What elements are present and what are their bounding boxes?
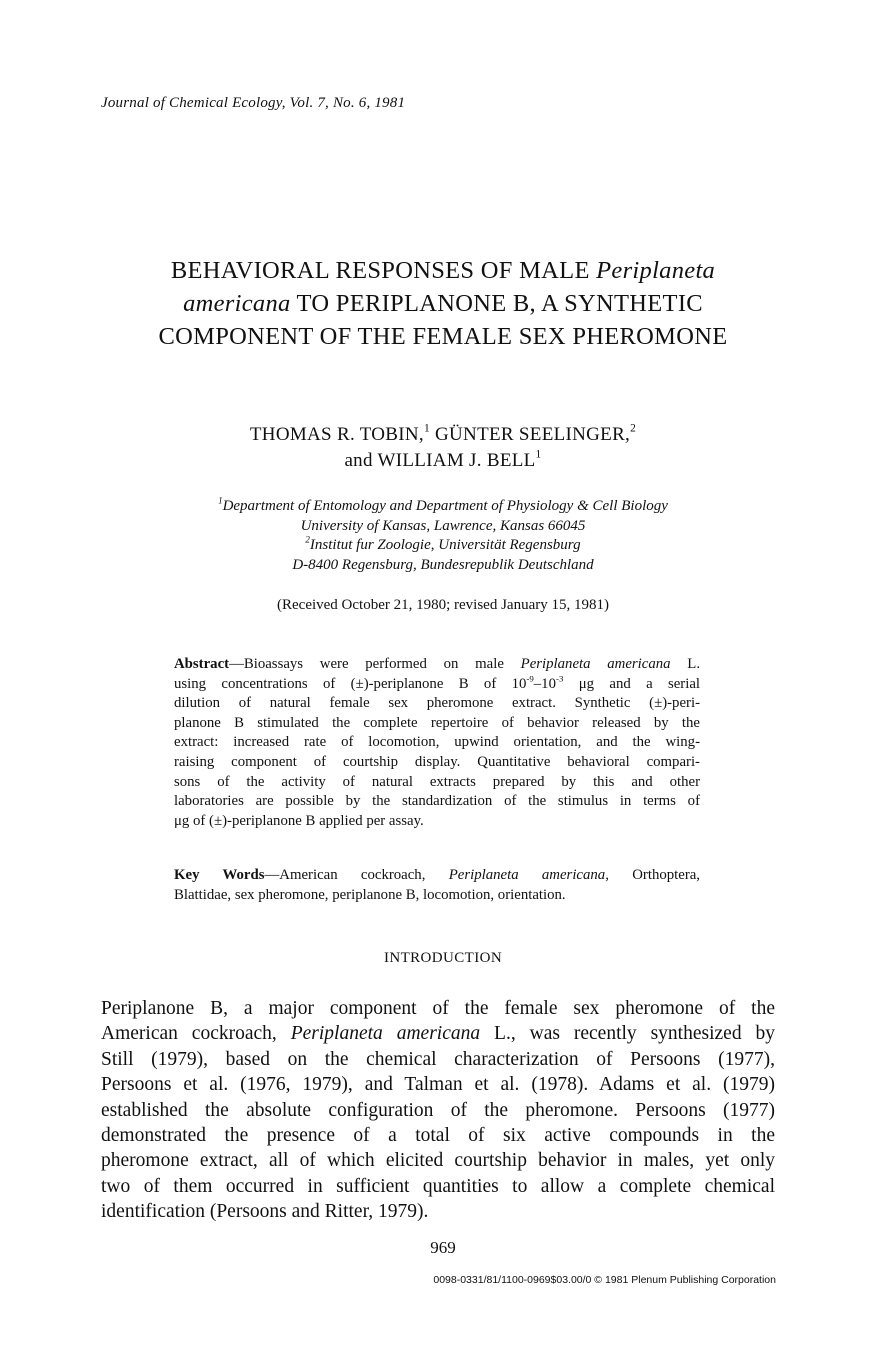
- abstract-exp1: -9: [526, 672, 534, 683]
- abstract-label: Abstract: [174, 656, 230, 672]
- author-bell-affil: 1: [535, 448, 542, 461]
- affil-line4: D-8400 Regensburg, Bundesrepublik Deutschland: [292, 556, 594, 573]
- affiliations: [120, 497, 766, 575]
- keywords-species: Periplaneta americana: [448, 867, 606, 883]
- author-tobin-affil: 1: [423, 422, 430, 435]
- article-title: [60, 254, 826, 353]
- keywords-l2: Blattidae, sex pheromone, periplanone B, locomotion, orientation.: [174, 886, 566, 903]
- abstract-l3: dilution of natural female sex pheromone extract. Synthetic (±)-peri-: [174, 695, 700, 712]
- abstract-l4: planone B stimulated the complete repertoire of behavior released by the: [174, 714, 700, 731]
- title-line3: COMPONENT OF THE FEMALE SEX PHEROMONE: [158, 323, 728, 350]
- intro-l3: Still (1979), based on the chemical characterization of Persoons (1977),: [101, 1048, 775, 1070]
- keywords-label: Key Words: [174, 867, 265, 883]
- intro-l2c: L., was recently synthesized by: [480, 1023, 775, 1045]
- keywords-l1a: —American cockroach,: [264, 867, 449, 883]
- intro-l9: identification (Persoons and Ritter, 1979).: [101, 1201, 429, 1223]
- abstract-l8: laboratories are possible by the standardization of the stimulus in terms of: [174, 793, 700, 810]
- author-seelinger-affil: 2: [630, 422, 637, 435]
- author-seelinger: GÜNTER SEELINGER,: [429, 424, 631, 445]
- keywords-l1c: , Orthoptera,: [605, 867, 701, 883]
- abstract-l1c: L.: [670, 656, 701, 672]
- page-number: 969: [430, 1238, 456, 1257]
- intro-l1: Periplanone B, a major component of the female sex pheromone of the: [101, 998, 775, 1019]
- author-tobin: THOMAS R. TOBIN,: [249, 424, 424, 445]
- abstract-l2c: μg and a serial: [563, 675, 701, 692]
- affil-line2: University of Kansas, Lawrence, Kansas 66045: [300, 517, 586, 534]
- abstract-l7: sons of the activity of natural extracts prepared by this and other: [174, 773, 700, 790]
- affil-line1: Department of Entomology and Department of Physiology & Cell Biology: [222, 498, 668, 514]
- intro-l7: pheromone extract, all of which elicited courtship behavior in males, yet only: [101, 1150, 775, 1172]
- abstract-exp2: -3: [555, 672, 564, 683]
- received-dates: (Received October 21, 1980; revised January 15, 1981): [277, 597, 609, 613]
- affil-marker-1: 1: [218, 495, 223, 506]
- journal-citation: Journal of Chemical Ecology, Vol. 7, No. 6, 1981: [101, 95, 406, 111]
- abstract-l5: extract: increased rate of locomotion, upwind orientation, and the wing-: [174, 734, 700, 751]
- intro-l6: demonstrated the presence of a total of six active compounds in the: [101, 1125, 775, 1147]
- intro-l5: established the absolute configuration of the pheromone. Persoons (1977): [101, 1099, 775, 1121]
- key-words: [174, 866, 700, 905]
- abstract-l1a: —Bioassays were performed on male: [229, 656, 521, 672]
- title-line1-italic: Periplaneta: [596, 257, 716, 284]
- abstract-l9: μg of (±)-periplanone B applied per assay.: [174, 812, 424, 829]
- intro-species: Periplaneta americana: [290, 1023, 481, 1045]
- section-heading-introduction: INTRODUCTION: [383, 950, 503, 966]
- abstract-l2a: using concentrations of (±)-periplanone B of 10: [174, 675, 527, 692]
- title-line1-text: BEHAVIORAL RESPONSES OF MALE: [170, 257, 597, 284]
- intro-l8: two of them occurred in sufficient quantities to allow a complete chemical: [101, 1175, 775, 1197]
- affil-marker-2: 2: [305, 534, 310, 545]
- abstract-species: Periplaneta americana: [520, 656, 671, 672]
- intro-l4: Persoons et al. (1976, 1979), and Talman et al. (1978). Adams et al. (1979): [101, 1074, 775, 1096]
- affil-line3: Institut fur Zoologie, Universität Regensburg: [309, 537, 581, 553]
- title-line2-italic: americana: [183, 290, 291, 317]
- intro-l2a: American cockroach,: [101, 1023, 291, 1045]
- author-bell: and WILLIAM J. BELL: [344, 450, 536, 471]
- copyright-footer: 0098-0331/81/1100-0969$03.00/0 © 1981 Plenum Publishing Corporation: [433, 1274, 776, 1286]
- title-line2-text: TO PERIPLANONE B, A SYNTHETIC: [290, 290, 703, 317]
- abstract-l2b: –10: [533, 675, 556, 692]
- abstract-l6: raising component of courtship display. Quantitative behavioral compari-: [174, 753, 700, 770]
- abstract: [174, 655, 700, 831]
- author-list: [120, 422, 766, 474]
- introduction-paragraph: [101, 996, 775, 1225]
